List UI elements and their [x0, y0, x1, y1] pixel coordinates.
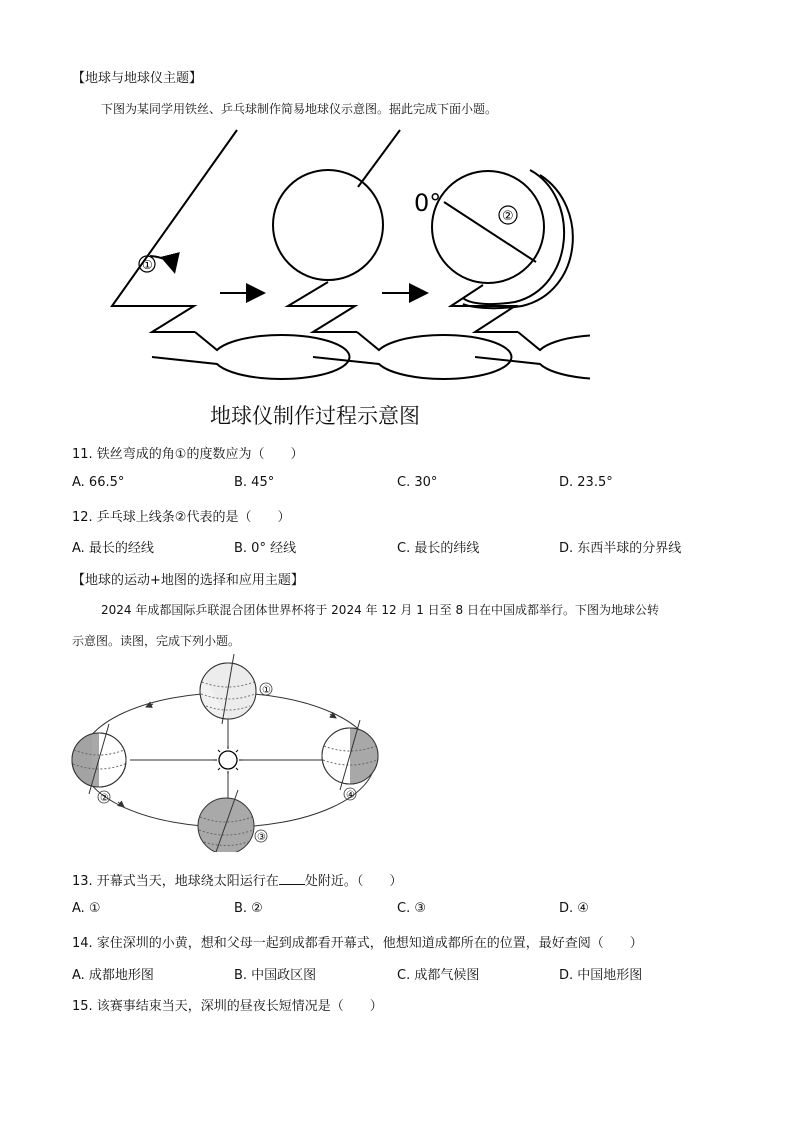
wire-stand-1 — [112, 130, 349, 379]
section-intro-globe: 下图为某同学用铁丝、乒乓球制作简易地球仪示意图。据此完成下面小题。 — [101, 102, 498, 116]
earth-position-1 — [200, 654, 272, 724]
orbit-label-4: ④ — [346, 790, 355, 801]
section-title-motion: 【地球的运动+地图的选择和应用主题】 — [72, 573, 304, 588]
q14-option-b: B. 中国政区图 — [234, 968, 317, 983]
q13-stem-before: 13. 开幕式当天，地球绕太阳运行在 — [72, 874, 279, 889]
label-line: ② — [502, 209, 514, 224]
wire-stand-2 — [273, 130, 511, 379]
question-15: 15. 该赛事结束当天，深圳的昼夜长短情况是（ ） — [72, 999, 383, 1014]
q13-option-d: D. ④ — [559, 901, 589, 916]
q11-option-b: B. 45° — [234, 475, 275, 490]
label-zero-degree: 0° — [414, 189, 442, 217]
q11-option-c: C. 30° — [397, 475, 438, 490]
wire-stand-3 — [432, 170, 590, 379]
q13-option-a: A. ① — [72, 901, 101, 916]
question-11: 11. 铁丝弯成的角①的度数应为（ ） — [72, 447, 304, 462]
q14-option-c: C. 成都气候图 — [397, 968, 480, 983]
earth-position-4 — [322, 720, 378, 801]
section-intro-motion-1: 2024 年成都国际乒联混合团体世界杯将于 2024 年 12 月 1 日至 8 日在中国成都举行。下图为地球公转 — [101, 603, 659, 617]
q12-option-b: B. 0° 经线 — [234, 541, 297, 556]
q12-option-a: A. 最长的经线 — [72, 541, 154, 556]
q12-option-c: C. 最长的纬线 — [397, 541, 480, 556]
section-intro-motion-2: 示意图。读图，完成下列小题。 — [72, 634, 241, 648]
q13-option-b: B. ② — [234, 901, 263, 916]
question-12: 12. 乒乓球上线条②代表的是（ ） — [72, 510, 291, 525]
section-title-globe: 【地球与地球仪主题】 — [72, 71, 203, 86]
q13-option-c: C. ③ — [397, 901, 426, 916]
sun-icon — [214, 746, 242, 774]
question-13 — [72, 870, 402, 889]
figure1-caption: 地球仪制作过程示意图 — [210, 404, 420, 428]
q14-option-d: D. 中国地形图 — [559, 968, 643, 983]
orbit-label-3: ③ — [257, 832, 266, 843]
q11-option-d: D. 23.5° — [559, 475, 613, 490]
orbit-label-1: ① — [262, 685, 271, 696]
label-angle: ① — [142, 258, 153, 272]
q13-blank — [279, 874, 305, 885]
question-14: 14. 家住深圳的小黄，想和父母一起到成都看开幕式，他想知道成都所在的位置，最好查阅（ ） — [72, 936, 643, 951]
orbit-figure — [68, 652, 388, 852]
q11-option-a: A. 66.5° — [72, 475, 125, 490]
q12-option-d: D. 东西半球的分界线 — [559, 541, 682, 556]
q14-option-a: A. 成都地形图 — [72, 968, 154, 983]
earth-position-3 — [198, 790, 267, 852]
q13-stem-after: 处附近。（ ） — [304, 874, 403, 889]
orbit-label-2: ② — [100, 793, 109, 804]
globe-making-figure — [70, 122, 590, 387]
